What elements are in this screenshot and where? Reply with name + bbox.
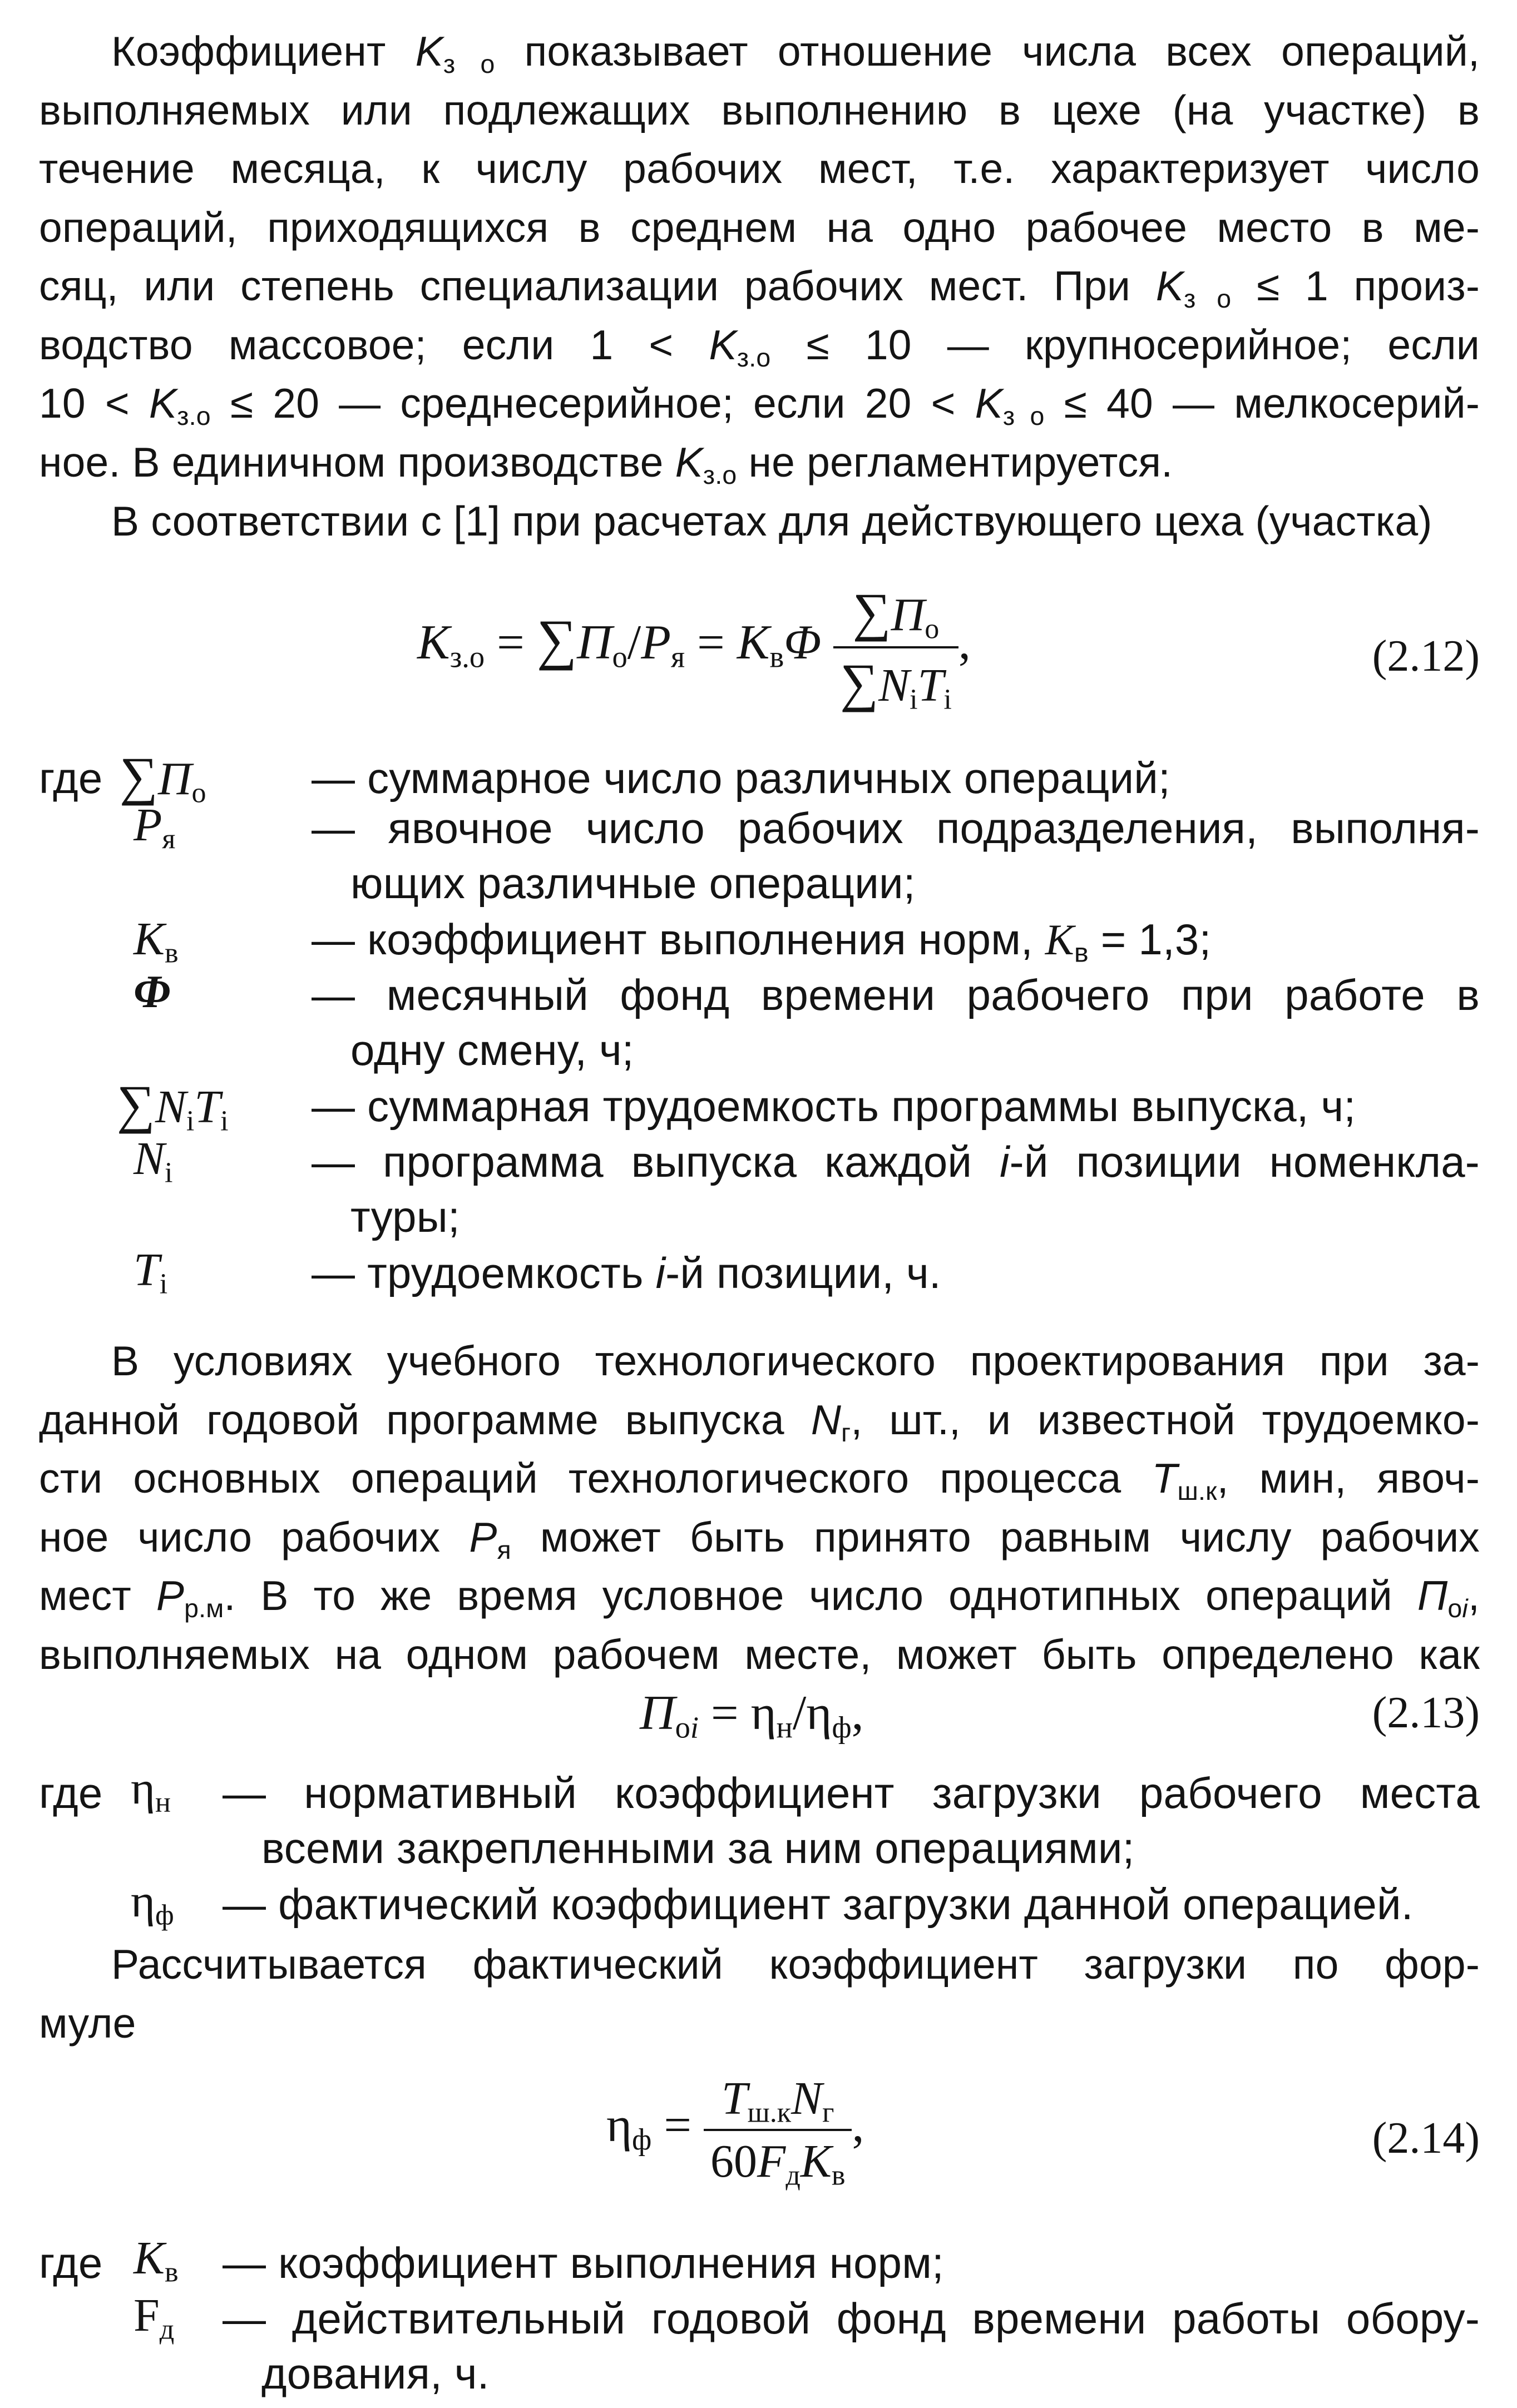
def-symbol: $\eta_н$	[131, 1762, 171, 1819]
paragraph-1: Коэффициент $K_{з о}$ показывает отношение числа всех операций, выполняемых или подлежащих выполнению в цехе (на участке) в течение месяца, к числу рабочих мест, т.е. характеризует число операций, приходящихся в среднем на одно рабочее место в ме- сяц, или степень специализации рабочих мест. При $K_{з о} \le 1$ произ- водство массовое; если $1 < K_{з.о} \le 10$ — крупносерийное; если $10 < K_{з.о} \le 20$ — среднесерийное; если $20 < K_{з о} \le 40$ — мелкосерий- ное. В единичном производстве $K_{з.о}$ не регламентируется.	[39, 28, 1480, 489]
def-symbol: $N_i$	[134, 1133, 173, 1189]
def-symbol: $\eta_ф$	[131, 1875, 174, 1931]
definitions-3: где $K_в$ — коэффициент выполнения норм; $F_д$ — действительный годовой фонд времени работы обору- дования, ч.	[39, 2232, 1480, 2398]
def-symbol: Φ	[134, 966, 171, 1018]
def-symbol: $K_в$	[134, 2232, 179, 2288]
paragraph-2: В соответствии с [1] при расчетах для действующего цеха (участка)	[111, 498, 1432, 544]
equation-2-14: $\eta_ф$ = $\frac{T_{ш.к}N_г}{60F_дK_в}$ , (2.14)	[606, 2073, 1480, 2192]
equation-number: (2.12)	[1372, 632, 1480, 681]
equation-2-12: $K_{з.о} = \sum П_о/P_я = K_в\Phi$ $\frac{\sum П_о}{\sum N_iT_i}$ , (2.12)	[417, 582, 1480, 716]
def-symbol: $T_i$	[134, 1244, 168, 1300]
def-symbol: $P_я$	[134, 799, 176, 855]
equation-number: (2.13)	[1372, 1688, 1480, 1737]
definitions-2: где $\eta_н$ — нормативный коэффициент загрузки рабочего места всеми закрепленными за ним операциями; $\eta_ф$ — фактический коэффициент загрузки данной операцией.	[39, 1762, 1480, 1931]
definitions-1: где $\sum П_о$ — суммарное число различных операций; $P_я$ — явочное число рабочих подразделения, выполня- ющих различные операции; $K_в$ — коэффициент выполнения норм, $K_в = 1,3$; Φ — месячный фонд времени рабочего при работе в одну смену, ч; $\sum N_iT_i$ — суммарная трудоемкость программы выпуска, ч; $N_i$ — программа выпуска каждой i-й позиции номенкла- туры; $T_i$ — трудоемкость i-й позиции, ч.	[39, 746, 1480, 1300]
equation-2-13: $П_{оi} = \eta_н/\eta_ф$, (2.13)	[640, 1686, 1480, 1745]
def-symbol: $F_д$	[134, 2290, 175, 2346]
paragraph-4: Рассчитывается фактический коэффициент загрузки по фор- муле	[39, 1941, 1480, 2047]
def-symbol: $\sum N_iT_i$	[117, 1074, 229, 1137]
paragraph-3: В условиях учебного технологического проектирования при за- данной годовой программе выпуска $N_г$, шт., и известной трудоемко- сти основных операций технологического процесса $T_{ш.к}$, мин, явоч- ное число рабочих $P_я$ может быть принято равным числу рабочих мест $P_{р.м}$. В то же время условное число однотипных операций $П_{оi}$, выполняемых на одном рабочем месте, может быть определено как	[39, 1337, 1480, 1678]
equation-number: (2.14)	[1372, 2114, 1480, 2163]
def-symbol: $\sum П_о$	[120, 746, 206, 809]
def-symbol: $K_в$	[134, 913, 179, 969]
